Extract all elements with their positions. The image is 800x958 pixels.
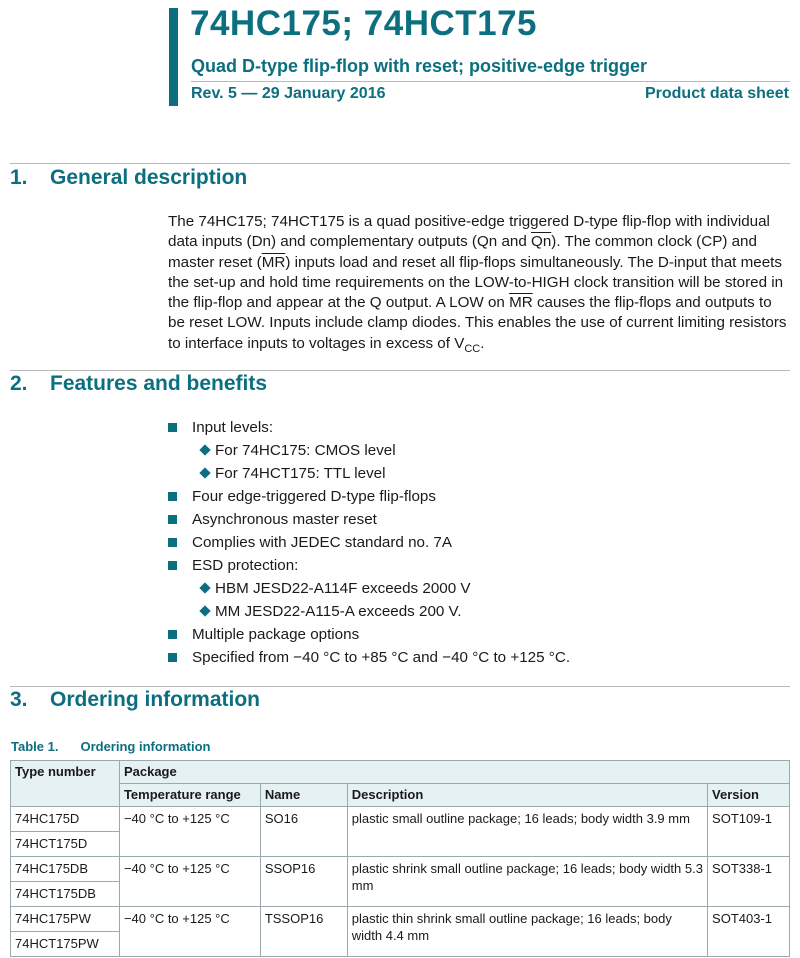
- feature-text: HBM JESD22-A114F exceeds 2000 V: [215, 580, 471, 597]
- general-description: [168, 212, 790, 359]
- description-text: causes the flip-flops and outputs to be reset LOW. Inputs include clamp diodes. This enables the use of current limiting resistors to interface inputs to voltages in excess of V: [168, 294, 787, 352]
- version-cell: SOT403-1: [708, 907, 790, 957]
- description-overline: $\overline{Qn}$: [531, 233, 552, 251]
- type-number-cell: 74HC175D: [11, 807, 120, 832]
- section-divider: [10, 686, 790, 687]
- square-bullet-icon: [168, 423, 177, 432]
- temperature-cell: −40 °C to +125 °C: [119, 907, 260, 957]
- ordering-table: [10, 760, 790, 957]
- description-text: ) inputs load and reset all flip-flops simultaneously. The D-input that meets the set-up and hold time requirements on the LOW-to-HIGH clock transition will be stored in the flip-flop and appear at the Q output. A LOW on: [168, 253, 784, 312]
- section-heading-ordering: [10, 688, 260, 712]
- title-accent-bar: [169, 8, 178, 106]
- section-title: Features and benefits: [50, 372, 268, 395]
- description-overline: $\overline{MR}$: [509, 294, 533, 312]
- section-divider: [10, 370, 790, 371]
- table-row: [11, 807, 790, 832]
- document-title: 74HC175; 74HCT175: [190, 4, 538, 43]
- square-bullet-icon: [168, 538, 177, 547]
- table-row: [11, 857, 790, 882]
- type-number-cell: 74HC175PW: [11, 907, 120, 932]
- package-name-cell: TSSOP16: [260, 907, 347, 957]
- description-text: The 74HC175; 74HCT175 is a quad positive-edge triggered D-type flip-flop with individual data inputs (Dn) and complementary outputs (Qn and: [168, 213, 770, 251]
- square-bullet-icon: [168, 515, 177, 524]
- square-bullet-icon: [168, 561, 177, 570]
- feature-text: ESD protection:: [192, 557, 299, 574]
- table-caption: [11, 739, 210, 754]
- temperature-cell: −40 °C to +125 °C: [119, 857, 260, 907]
- square-bullet-icon: [168, 653, 177, 662]
- square-bullet-icon: [168, 630, 177, 639]
- description-cell: plastic thin shrink small outline package; 16 leads; body width 4.4 mm: [347, 907, 707, 957]
- type-number-cell: 74HCT175D: [11, 832, 120, 857]
- header-divider: [191, 81, 790, 82]
- table-caption-label: Ordering information: [80, 739, 211, 754]
- diamond-bullet-icon: [199, 605, 210, 616]
- feature-text: For 74HCT175: TTL level: [215, 465, 386, 482]
- section-divider: [10, 163, 790, 164]
- feature-text: Specified from −40 °C to +85 °C and −40 °C to +125 °C.: [192, 649, 571, 666]
- header-package: Package: [119, 761, 789, 784]
- description-text: ). The common clock (CP) and master reset (: [168, 233, 757, 271]
- feature-text: For 74HC175: CMOS level: [215, 442, 396, 459]
- section-heading-general: [10, 166, 247, 190]
- feature-text: Input levels:: [192, 419, 274, 436]
- section-number: 3.: [10, 688, 28, 711]
- type-number-cell: 74HC175DB: [11, 857, 120, 882]
- section-number: 1.: [10, 166, 28, 189]
- description-subscript: CC: [464, 342, 481, 355]
- document-type: Product data sheet: [644, 85, 789, 102]
- version-cell: SOT109-1: [708, 807, 790, 857]
- feature-text: Four edge-triggered D-type flip-flops: [192, 488, 436, 505]
- feature-text: Multiple package options: [192, 626, 360, 643]
- diamond-bullet-icon: [199, 444, 210, 455]
- section-title: Ordering information: [50, 688, 260, 711]
- section-heading-features: [10, 372, 267, 396]
- section-title: General description: [50, 166, 248, 189]
- section-number: 2.: [10, 372, 28, 395]
- type-number-cell: 74HCT175PW: [11, 932, 120, 957]
- description-cell: plastic shrink small outline package; 16 leads; body width 5.3 mm: [347, 857, 707, 907]
- package-name-cell: SSOP16: [260, 857, 347, 907]
- square-bullet-icon: [168, 492, 177, 501]
- feature-text: MM JESD22-A115-A exceeds 200 V.: [215, 603, 462, 620]
- temperature-cell: −40 °C to +125 °C: [119, 807, 260, 857]
- document-subtitle: Quad D-type flip-flop with reset; positive-edge trigger: [191, 56, 648, 76]
- header-type-number: Type number: [11, 761, 120, 807]
- diamond-bullet-icon: [199, 467, 210, 478]
- header-description: Description: [347, 784, 707, 807]
- table-row: [11, 907, 790, 932]
- version-cell: SOT338-1: [708, 857, 790, 907]
- feature-text: Asynchronous master reset: [192, 511, 377, 528]
- package-name-cell: SO16: [260, 807, 347, 857]
- header-version: Version: [708, 784, 790, 807]
- diamond-bullet-icon: [199, 582, 210, 593]
- type-number-cell: 74HCT175DB: [11, 882, 120, 907]
- description-text: .: [480, 334, 485, 352]
- description-overline: $\overline{MR}$: [261, 253, 286, 271]
- header-temperature-range: Temperature range: [119, 784, 260, 807]
- revision-info: Rev. 5 — 29 January 2016: [191, 85, 386, 102]
- description-cell: plastic small outline package; 16 leads; body width 3.9 mm: [347, 807, 707, 857]
- feature-text: Complies with JEDEC standard no. 7A: [192, 534, 452, 551]
- header-name: Name: [260, 784, 347, 807]
- table-caption-number: Table 1.: [11, 739, 59, 754]
